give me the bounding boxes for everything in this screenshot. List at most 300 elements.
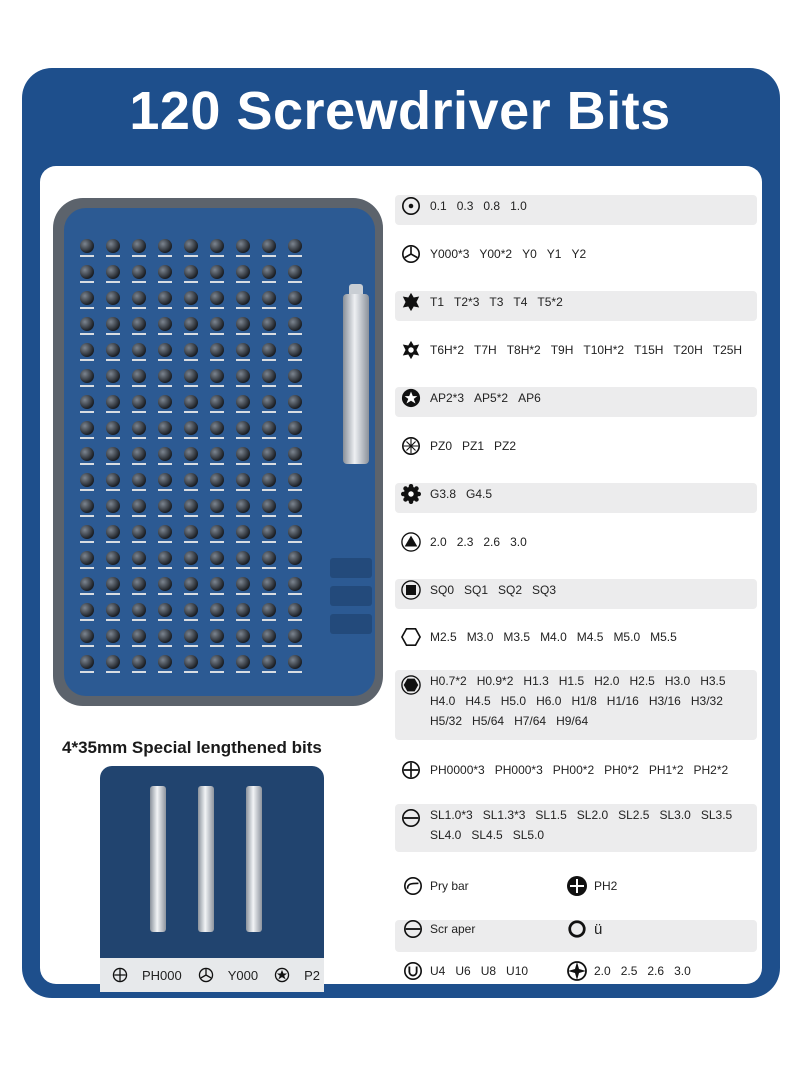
point-icon xyxy=(400,195,422,217)
bit xyxy=(282,236,308,261)
bit xyxy=(152,236,178,261)
bit-value: H5/64 xyxy=(472,714,505,728)
bit-value: Y00*2 xyxy=(479,247,513,261)
bit-value: T2*3 xyxy=(454,295,480,309)
bit-value: AP5*2 xyxy=(474,391,509,405)
bit xyxy=(282,470,308,495)
bit-value: U6 xyxy=(455,964,471,978)
triangle-icon xyxy=(400,531,422,553)
bit-type-row xyxy=(395,291,757,321)
bit-type-row xyxy=(395,243,757,273)
bit-value: 0.3 xyxy=(456,199,474,213)
bit-value: T3 xyxy=(489,295,504,309)
bit xyxy=(126,470,152,495)
bit-value: U4 xyxy=(430,964,446,978)
bit xyxy=(152,392,178,417)
bit xyxy=(256,522,282,547)
bit xyxy=(256,236,282,261)
bit xyxy=(256,314,282,339)
bit-values xyxy=(430,670,752,728)
bit-value: SQ2 xyxy=(498,583,523,597)
bit-values xyxy=(430,804,752,842)
bit xyxy=(230,366,256,391)
bit-type-row xyxy=(395,195,757,225)
bit xyxy=(178,652,204,677)
bit-holder xyxy=(343,294,369,464)
bit-values xyxy=(430,626,752,644)
bit-type-row xyxy=(395,626,757,656)
bit-value: 0.8 xyxy=(483,199,501,213)
bit-value: T7H xyxy=(474,343,497,357)
bit xyxy=(178,574,204,599)
legend-label: Y000 xyxy=(227,967,259,983)
pentalobe-icon xyxy=(400,387,422,409)
bit-type-row xyxy=(395,483,757,513)
extra-item xyxy=(402,918,475,940)
bit xyxy=(152,444,178,469)
extra-label: Scr aper xyxy=(430,922,476,936)
bit xyxy=(282,496,308,521)
bit-value: SL3.0 xyxy=(659,808,691,822)
bit xyxy=(100,522,126,547)
bit xyxy=(282,314,308,339)
bit xyxy=(74,392,100,417)
bit-value: H4.0 xyxy=(430,694,456,708)
bit-value: T10H*2 xyxy=(583,343,625,357)
bit-value: SL1.5 xyxy=(535,808,567,822)
bit xyxy=(256,288,282,313)
bit xyxy=(126,548,152,573)
bit xyxy=(178,522,204,547)
bit xyxy=(100,340,126,365)
bit xyxy=(282,262,308,287)
bit-value: SQ3 xyxy=(532,583,557,597)
bit xyxy=(230,340,256,365)
bit-value: H3/16 xyxy=(648,694,681,708)
bit xyxy=(204,496,230,521)
bit xyxy=(282,366,308,391)
bit-value: H7/64 xyxy=(514,714,547,728)
bit xyxy=(204,574,230,599)
bit-value: SQ0 xyxy=(430,583,455,597)
phillips-bold-icon xyxy=(566,875,588,897)
bit xyxy=(230,314,256,339)
bit xyxy=(74,444,100,469)
bit xyxy=(74,600,100,625)
bit xyxy=(204,600,230,625)
page-title: 120 Screwdriver Bits xyxy=(129,81,671,141)
bit-values xyxy=(430,195,752,213)
bit-value: PH000*3 xyxy=(494,763,543,777)
bit xyxy=(126,314,152,339)
bit xyxy=(282,600,308,625)
bit xyxy=(126,392,152,417)
bit xyxy=(282,340,308,365)
bit-value: SL2.0 xyxy=(576,808,609,822)
bit xyxy=(126,366,152,391)
bit-type-row xyxy=(395,531,757,561)
bit-value: M4.0 xyxy=(540,630,567,644)
bit xyxy=(152,600,178,625)
bit xyxy=(126,600,152,625)
torx-icon xyxy=(400,291,422,313)
bit xyxy=(152,626,178,651)
bit xyxy=(74,626,100,651)
bit-value: PH2*2 xyxy=(693,763,729,777)
bit-values xyxy=(430,759,752,777)
long-bit xyxy=(246,786,262,932)
bit xyxy=(230,652,256,677)
bit-value: H1/16 xyxy=(606,694,639,708)
bit-type-row xyxy=(395,339,757,369)
bit-values xyxy=(430,579,752,597)
long-bit xyxy=(150,786,166,932)
u-bit-icon xyxy=(402,960,424,982)
bit-value: H3.5 xyxy=(700,674,726,688)
bit xyxy=(74,262,100,287)
bit-value: M5.5 xyxy=(650,630,677,644)
torx-hollow-icon xyxy=(400,339,422,361)
lengthened-bits-photo xyxy=(100,766,324,958)
bit-value: U10 xyxy=(506,964,529,978)
bit xyxy=(126,418,152,443)
bit-value: H2.0 xyxy=(594,674,620,688)
tri-wing-icon xyxy=(400,243,422,265)
bit xyxy=(230,496,256,521)
bit xyxy=(178,418,204,443)
bit-type-row xyxy=(395,435,757,465)
bit xyxy=(100,574,126,599)
bit xyxy=(230,626,256,651)
bit xyxy=(282,522,308,547)
bit xyxy=(178,314,204,339)
bit xyxy=(204,236,230,261)
legend-item xyxy=(104,964,182,986)
bit xyxy=(100,626,126,651)
bit-value: SL1.0*3 xyxy=(430,808,473,822)
bit-row xyxy=(74,548,310,573)
bit xyxy=(204,444,230,469)
extra-label: ü xyxy=(594,920,603,938)
bit xyxy=(204,262,230,287)
bit xyxy=(100,262,126,287)
bit-value: H4.5 xyxy=(465,694,491,708)
bit xyxy=(178,444,204,469)
bit-value: H1/8 xyxy=(571,694,597,708)
tri-wing-icon xyxy=(195,964,217,986)
bit-row xyxy=(74,496,310,521)
bit xyxy=(100,470,126,495)
gear-icon xyxy=(400,483,422,505)
bit xyxy=(152,366,178,391)
bit xyxy=(74,288,100,313)
bit-value: SL3.5 xyxy=(700,808,733,822)
bit-value: G4.5 xyxy=(466,487,493,501)
bit xyxy=(178,288,204,313)
bit xyxy=(152,288,178,313)
bit xyxy=(100,288,126,313)
bit-value: 0.1 xyxy=(430,199,447,213)
bit xyxy=(74,340,100,365)
bit xyxy=(256,470,282,495)
pozidriv-icon xyxy=(400,435,422,457)
bit-values xyxy=(430,483,752,501)
bit-row xyxy=(74,470,310,495)
bit-values xyxy=(430,387,752,405)
extra-label: Pry bar xyxy=(430,879,469,893)
bit-value: 2.0 xyxy=(430,535,447,549)
long-bit xyxy=(198,786,214,932)
bit xyxy=(230,236,256,261)
bit xyxy=(256,366,282,391)
bit-value: H0.9*2 xyxy=(476,674,514,688)
bit-value: PH0000*3 xyxy=(430,763,485,777)
bit xyxy=(256,418,282,443)
bit xyxy=(178,548,204,573)
bit-type-row xyxy=(395,387,757,417)
bit-value: H1.5 xyxy=(558,674,585,688)
bit-type-row xyxy=(395,579,757,609)
bit-row xyxy=(74,236,310,261)
bit-value: H2.5 xyxy=(629,674,655,688)
phillips-icon xyxy=(400,759,422,781)
bit xyxy=(256,340,282,365)
bit-value: T4 xyxy=(513,295,528,309)
bit xyxy=(74,470,100,495)
bit xyxy=(178,392,204,417)
extra-item xyxy=(566,875,617,897)
bit-value: H5.0 xyxy=(500,694,527,708)
bit-value: T20H xyxy=(673,343,703,357)
bit xyxy=(256,652,282,677)
bit-value: T8H*2 xyxy=(506,343,541,357)
bit-value: H3.0 xyxy=(664,674,691,688)
bit xyxy=(74,522,100,547)
bit xyxy=(100,600,126,625)
bit xyxy=(282,418,308,443)
bit xyxy=(74,548,100,573)
bit xyxy=(152,314,178,339)
bit xyxy=(100,496,126,521)
extra-label: PH2 xyxy=(594,879,618,893)
bit xyxy=(126,652,152,677)
bit-value: 1.0 xyxy=(510,199,527,213)
bit-row xyxy=(74,314,310,339)
lengthened-bits-label: 4*35mm Special lengthened bits xyxy=(62,738,322,757)
bit-row xyxy=(74,600,310,625)
bit xyxy=(230,470,256,495)
bit xyxy=(126,444,152,469)
bit xyxy=(178,496,204,521)
bit-value: Y000*3 xyxy=(430,247,470,261)
bit-type-row xyxy=(395,804,757,852)
slotted-icon xyxy=(400,807,422,829)
bit-value: AP2*3 xyxy=(430,391,465,405)
bit xyxy=(178,470,204,495)
bit xyxy=(178,262,204,287)
bit-values xyxy=(430,291,752,309)
bit xyxy=(126,236,152,261)
bit-value: 2.5 xyxy=(620,964,638,978)
bit-value: H6.0 xyxy=(536,694,562,708)
bit-value: 2.6 xyxy=(483,535,501,549)
bit xyxy=(152,574,178,599)
bit xyxy=(100,652,126,677)
bit-values xyxy=(430,339,752,357)
bit-values xyxy=(430,243,752,261)
pry-bar-icon xyxy=(402,875,424,897)
bit xyxy=(126,340,152,365)
bit xyxy=(178,340,204,365)
pentalobe-icon xyxy=(271,964,293,986)
bit xyxy=(256,496,282,521)
bit-row xyxy=(74,392,310,417)
bit-value: M4.5 xyxy=(576,630,604,644)
bit-tray xyxy=(64,208,375,696)
bit xyxy=(126,626,152,651)
bit-value: PH1*2 xyxy=(648,763,684,777)
bit-value: G3.8 xyxy=(430,487,457,501)
bit-value: SQ1 xyxy=(464,583,489,597)
bit xyxy=(256,574,282,599)
bit-value: H0.7*2 xyxy=(430,674,467,688)
scraper-icon xyxy=(402,918,424,940)
square-icon xyxy=(400,579,422,601)
bit-value: T25H xyxy=(712,343,743,357)
extra-item xyxy=(566,918,602,940)
legend-label: PH000 xyxy=(141,967,182,983)
bit xyxy=(204,314,230,339)
bit xyxy=(152,548,178,573)
bit-value: SL2.5 xyxy=(618,808,650,822)
bit xyxy=(126,574,152,599)
bit xyxy=(230,548,256,573)
bit xyxy=(282,574,308,599)
hex-nut-icon xyxy=(400,626,422,648)
bit xyxy=(204,548,230,573)
bit xyxy=(178,236,204,261)
bit xyxy=(230,262,256,287)
phillips-icon xyxy=(109,964,131,986)
bit xyxy=(152,262,178,287)
bit xyxy=(126,288,152,313)
bit xyxy=(100,444,126,469)
bit xyxy=(74,418,100,443)
bit xyxy=(152,496,178,521)
bit-value: 2.0 xyxy=(594,964,611,978)
bit-value: M2.5 xyxy=(430,630,457,644)
bit xyxy=(204,392,230,417)
bit-values xyxy=(430,531,752,549)
bit-values xyxy=(430,435,752,453)
bit xyxy=(256,262,282,287)
bit xyxy=(74,366,100,391)
bit xyxy=(204,652,230,677)
bit xyxy=(230,444,256,469)
bit xyxy=(100,548,126,573)
bit-row xyxy=(74,626,310,651)
legend-item xyxy=(266,964,320,986)
bit-value: PZ0 xyxy=(430,439,453,453)
bit xyxy=(152,652,178,677)
lengthened-bits-legend xyxy=(100,958,324,992)
bit-grid xyxy=(74,236,310,678)
tray-slot xyxy=(330,558,372,578)
extra-item xyxy=(402,875,469,897)
bit-row xyxy=(74,444,310,469)
bit-value: PH00*2 xyxy=(552,763,595,777)
bit-value: M3.0 xyxy=(466,630,494,644)
ring-icon xyxy=(566,918,588,940)
bit-value: SL5.0 xyxy=(512,828,545,842)
bit-value: Y2 xyxy=(571,247,587,261)
bit xyxy=(256,444,282,469)
bit xyxy=(152,340,178,365)
bit-row xyxy=(74,522,310,547)
bit xyxy=(256,626,282,651)
bit-value: SL4.5 xyxy=(471,828,503,842)
bit-row xyxy=(74,366,310,391)
bit xyxy=(74,236,100,261)
bit-type-row xyxy=(395,670,757,740)
bit-value: 2.3 xyxy=(456,535,474,549)
bit-value: PH0*2 xyxy=(604,763,639,777)
bit xyxy=(100,366,126,391)
bit-value: U8 xyxy=(480,964,497,978)
bit xyxy=(178,626,204,651)
bit-type-row xyxy=(395,759,757,789)
hex-icon xyxy=(400,674,422,696)
bit xyxy=(126,262,152,287)
bit-value: T9H xyxy=(550,343,574,357)
bit xyxy=(230,600,256,625)
legend-item xyxy=(190,964,258,986)
bit xyxy=(204,470,230,495)
bit-value: H3/32 xyxy=(690,694,723,708)
bit-row xyxy=(74,288,310,313)
legend-label: P2 xyxy=(304,967,320,983)
extra-values xyxy=(594,964,691,978)
bit-value: 3.0 xyxy=(510,535,527,549)
bit-value: H9/64 xyxy=(556,714,589,728)
bit xyxy=(256,548,282,573)
bit-value: SL1.3*3 xyxy=(482,808,526,822)
bit xyxy=(126,522,152,547)
bit xyxy=(178,600,204,625)
bit-row xyxy=(74,262,310,287)
bit xyxy=(282,444,308,469)
bit-value: AP6 xyxy=(518,391,541,405)
bit xyxy=(100,314,126,339)
bit xyxy=(74,652,100,677)
bit xyxy=(100,236,126,261)
bit xyxy=(152,522,178,547)
bit xyxy=(282,548,308,573)
bit xyxy=(230,392,256,417)
bit-value: T6H*2 xyxy=(430,343,465,357)
bit-row xyxy=(74,652,310,677)
bit xyxy=(282,626,308,651)
bit xyxy=(74,496,100,521)
bit xyxy=(74,314,100,339)
bit xyxy=(204,340,230,365)
bit xyxy=(230,418,256,443)
bit-value: 2.6 xyxy=(647,964,665,978)
bit-value: M3.5 xyxy=(503,630,531,644)
bit-value: H5/32 xyxy=(430,714,463,728)
tray-slot xyxy=(330,586,372,606)
cross-tip-icon xyxy=(566,960,588,982)
